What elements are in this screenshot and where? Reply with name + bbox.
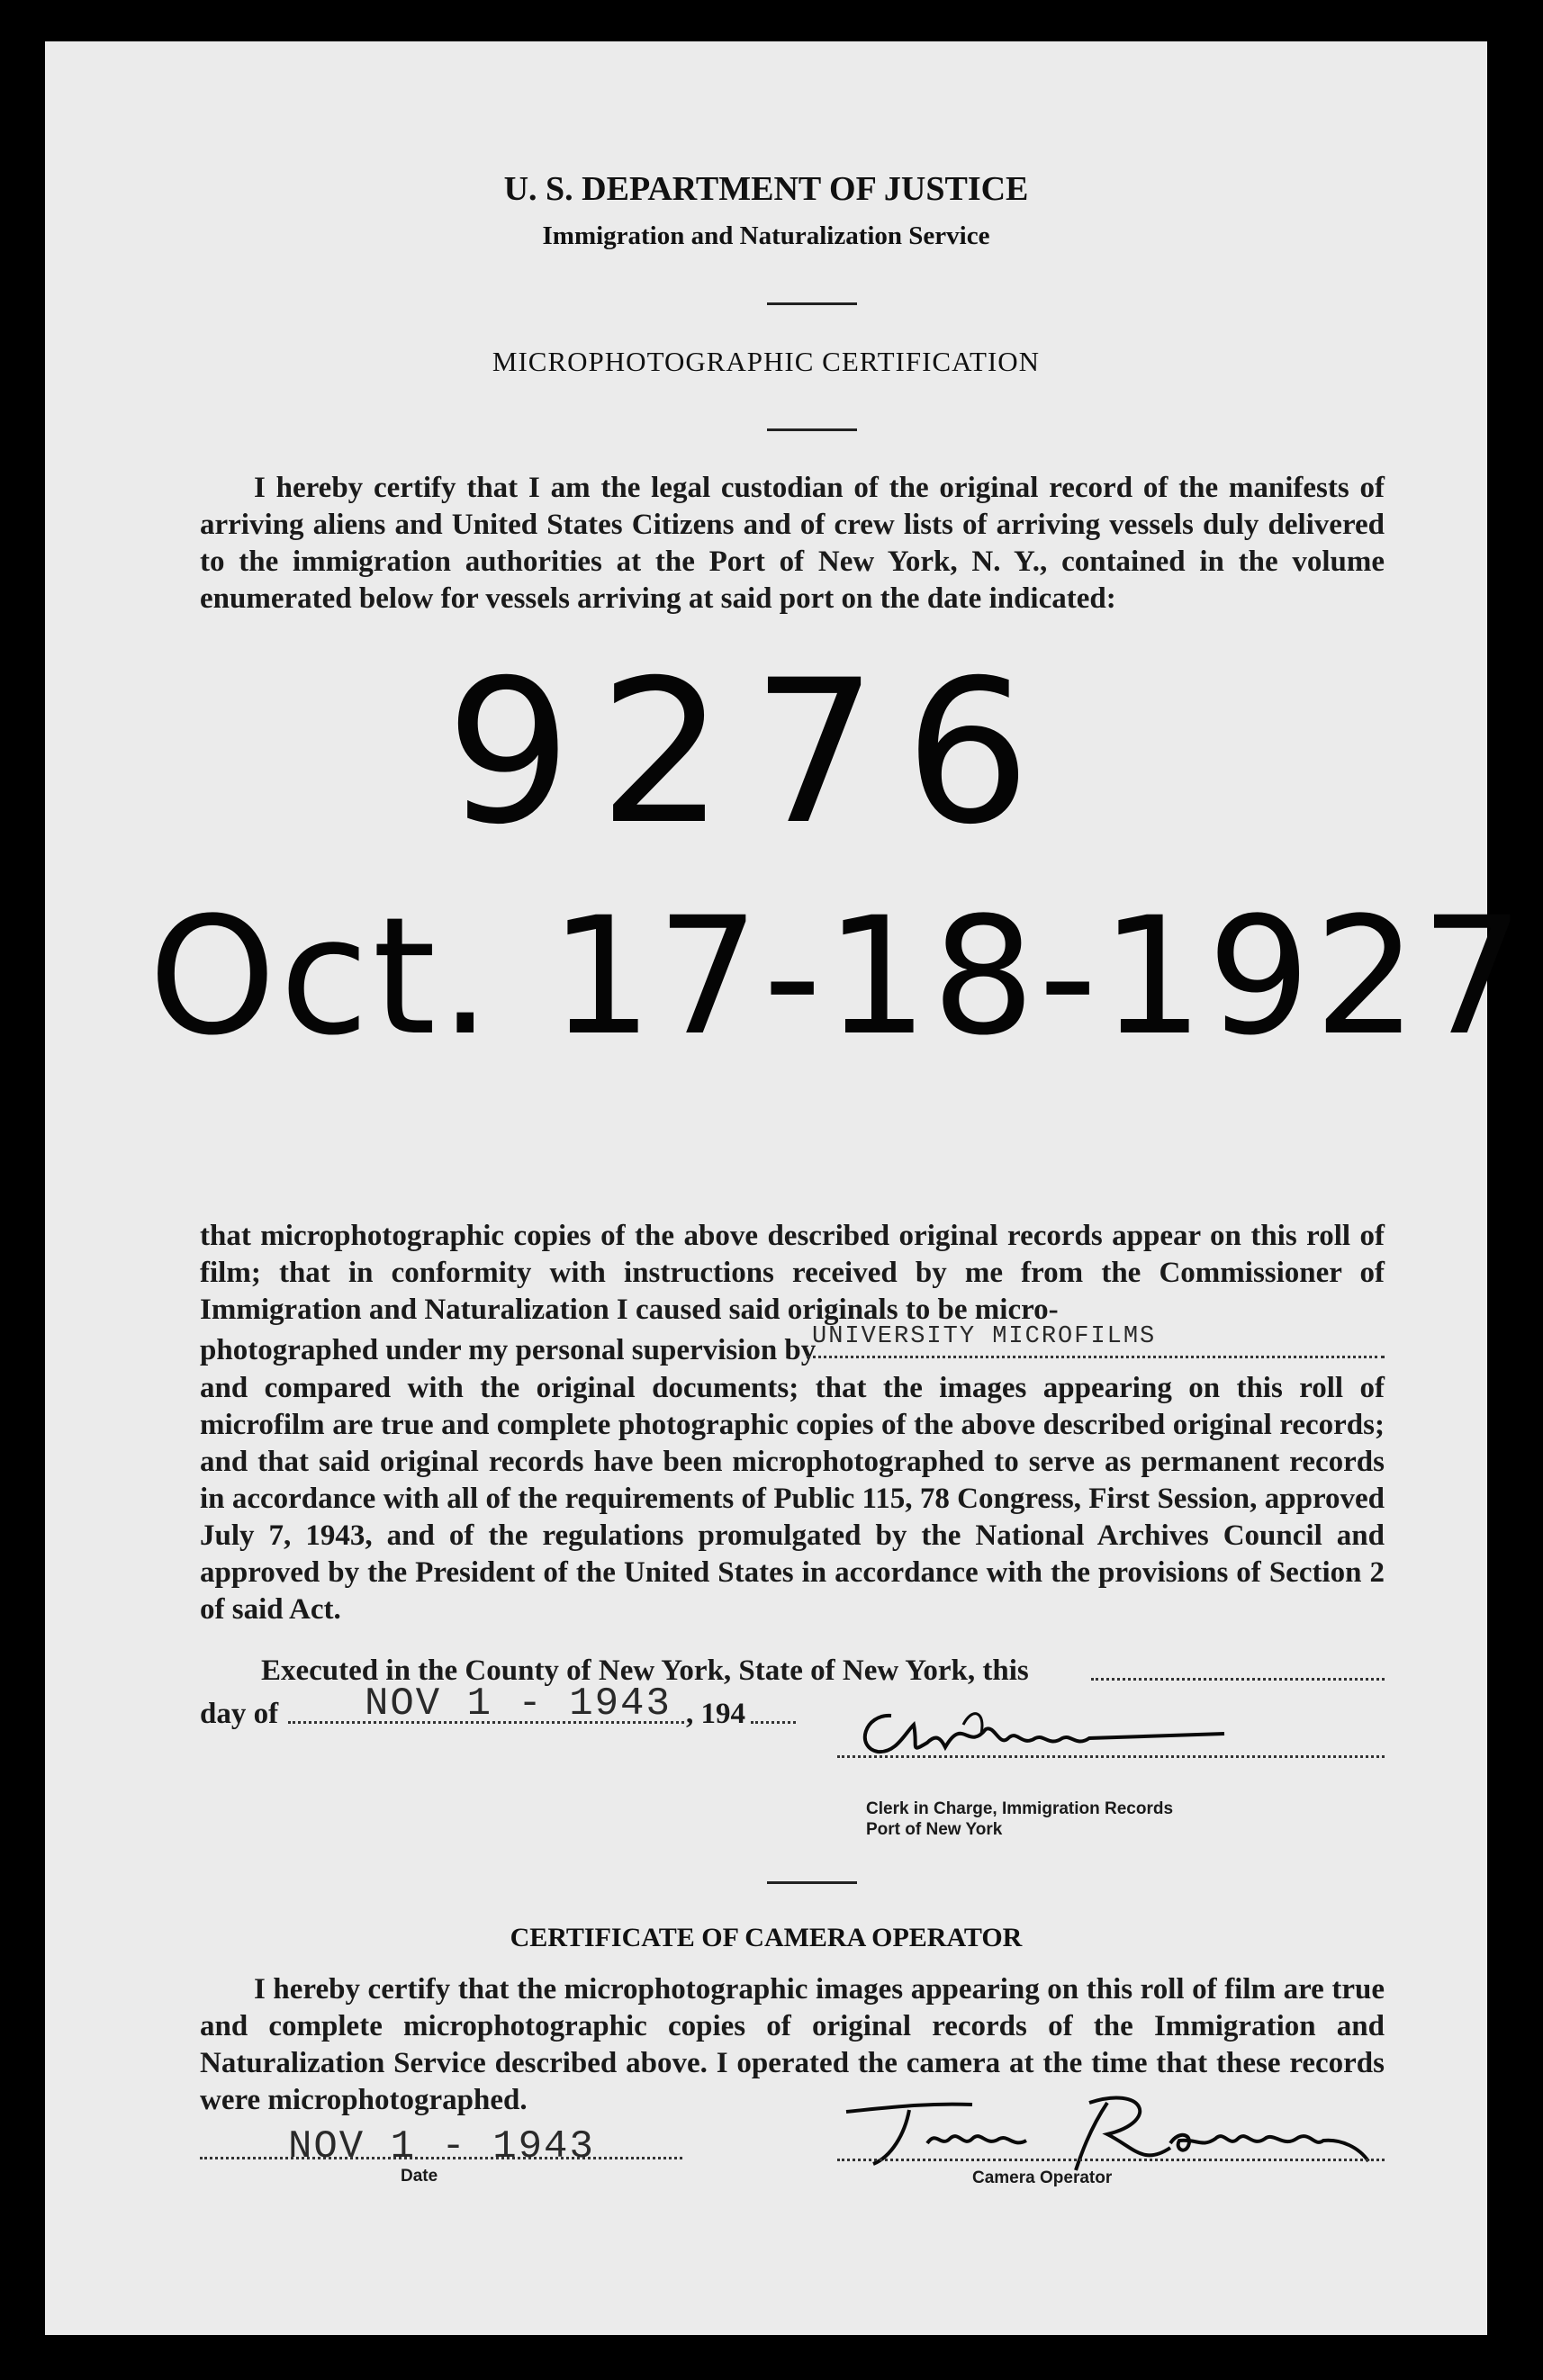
operator-certificate-title: CERTIFICATE OF CAMERA OPERATOR bbox=[510, 1923, 1023, 1952]
operator-certificate-text: I hereby certify that the microphotographic images appearing on this roll of film are true and complete microphotographic copies of original records of the Immigration and Naturalization Service described above. I operated the camera at the time that these records were microphotographed. bbox=[200, 1973, 1385, 2116]
divider bbox=[767, 302, 857, 305]
camera-operator-signature-line bbox=[837, 2159, 1385, 2161]
department-heading: U. S. DEPARTMENT OF JUSTICE bbox=[503, 170, 1029, 208]
clerk-signature-line bbox=[837, 1755, 1385, 1758]
executed-dotted-line bbox=[1091, 1678, 1385, 1681]
certification-body-1: that microphotographic copies of the above described original records appear on this roll of film; that in conformity with instructions received by me from the Commissioner of Immigration and Naturalization I caused said originals to be micro- bbox=[200, 1220, 1385, 1326]
year-label: , 194 bbox=[686, 1698, 745, 1730]
day-of-label: day of bbox=[200, 1698, 279, 1730]
supervision-prefix: photographed under my personal supervision by bbox=[200, 1334, 817, 1366]
operator-date-stamp: NOV 1 - 1943 bbox=[288, 2124, 595, 2169]
year-dotted-line bbox=[751, 1721, 796, 1724]
service-subheading: Immigration and Naturalization Service bbox=[542, 221, 990, 250]
form-title: MICROPHOTOGRAPHIC CERTIFICATION bbox=[492, 346, 1041, 377]
certification-body-2: and compared with the original documents; that the images appearing on this roll of microfilm are true and complete photographic copies of the above described original records; and that said original records have been microphotographed to serve as permanent records in accordance with all of the requirements of Public 115, 78 Congress, First Session, approved July 7, 1943, and of the regulations promulgated by the National Archives Council and approved by the President of the United States in accordance with the provisions of Section 2 of said Act. bbox=[200, 1372, 1385, 1626]
camera-operator-label: Camera Operator bbox=[972, 2168, 1113, 2187]
divider bbox=[767, 1881, 857, 1884]
executed-line: Executed in the County of New York, State of New York, this bbox=[261, 1654, 1029, 1687]
handwritten-volume-number: 9276 bbox=[446, 637, 1058, 868]
day-date-stamp: NOV 1 - 1943 bbox=[365, 1681, 672, 1726]
supervision-dotted-line bbox=[807, 1356, 1385, 1358]
divider bbox=[767, 428, 857, 431]
clerk-signature bbox=[828, 1698, 1332, 1770]
clerk-title-line1: Clerk in Charge, Immigration Records bbox=[866, 1799, 1174, 1818]
certification-intro: I hereby certify that I am the legal custodian of the original record of the manifests of arriving aliens and United States Citizens and of crew lists of arriving vessels duly delivered to the immigration authorities at the Port of New York, N. Y., contained in the volume enumerated below for vessels arriving at said port on the date indicated: bbox=[200, 472, 1385, 615]
microfilm-company-stamp: UNIVERSITY MICROFILMS bbox=[812, 1323, 1157, 1350]
handwritten-arrival-date: Oct. 17-18-1927 bbox=[149, 883, 1528, 1071]
document-page bbox=[45, 41, 1528, 2335]
clerk-title-line2: Port of New York bbox=[866, 1820, 1003, 1839]
camera-operator-signature bbox=[819, 2085, 1467, 2184]
date-label: Date bbox=[401, 2167, 438, 2186]
